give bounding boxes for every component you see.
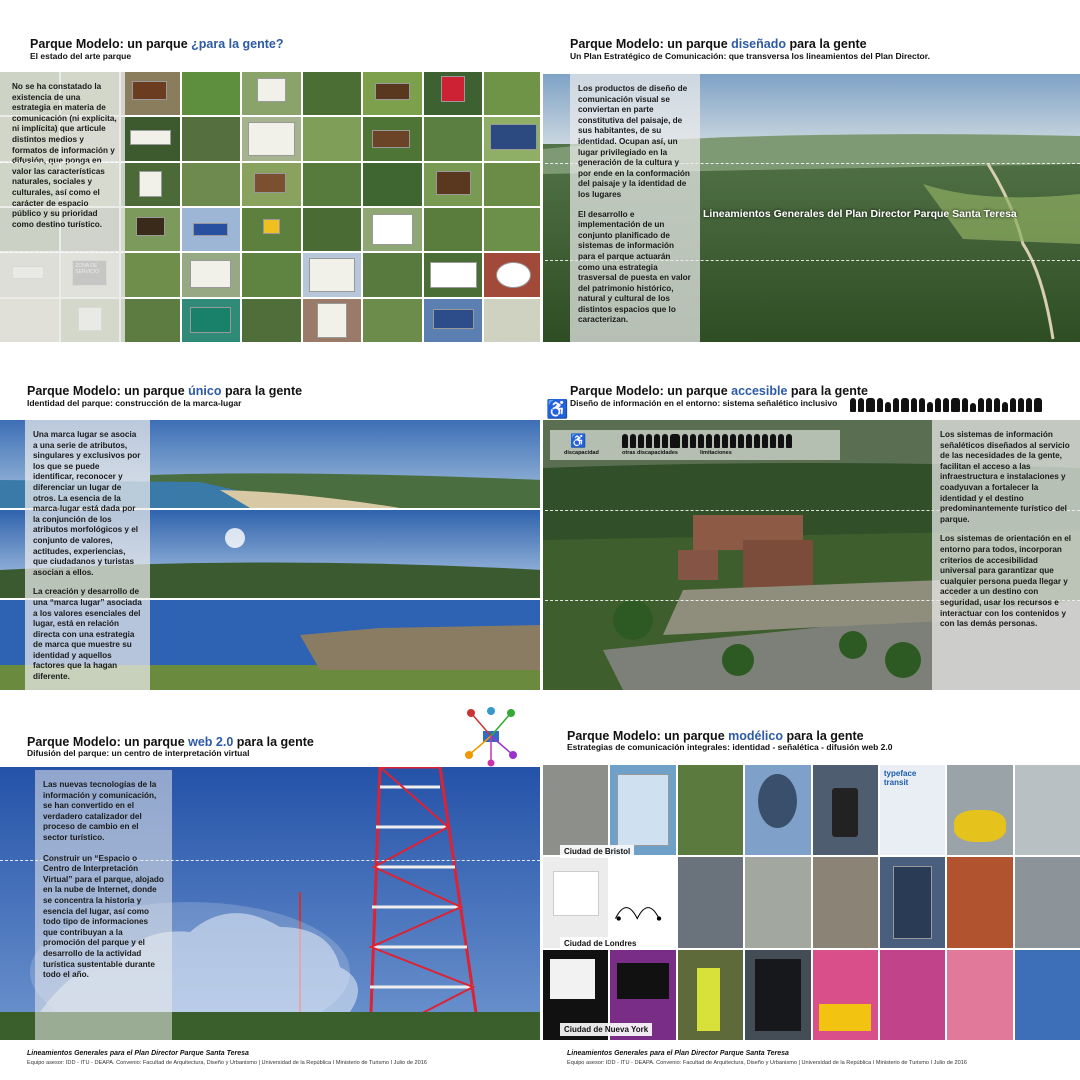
- photo-tile: [242, 163, 301, 206]
- photo-tile: [678, 765, 743, 855]
- photo-tile: [303, 163, 362, 206]
- panel-subtitle: Difusión del parque: un centro de interpretación virtual: [27, 748, 250, 758]
- photo-tile: [303, 253, 362, 296]
- legend-label: discapacidad: [564, 450, 599, 456]
- photo-tile: [484, 117, 540, 160]
- body-text: Los sistemas de orientación en el entorno para todos, incorporan criterios de accesibilidad universal para garantizar que cualquier persona pueda llegar y acceder a un destino con seguridad, usar los recursos e interactuar con los contenidos y con las demás personas.: [940, 534, 1072, 629]
- typeface-sample: typeface transit: [883, 769, 917, 787]
- photo-tile: [303, 208, 362, 251]
- photo-tile: [242, 117, 301, 160]
- photo-tile: [610, 857, 675, 947]
- panel-title: Parque Modelo: un parque ¿para la gente?: [30, 37, 284, 51]
- photo-tile: [947, 950, 1012, 1040]
- body-text: Una marca lugar se asocia a una serie de atributos, singulares y exclusivos por los que se puede identificar, reconocer y diferenciar un lugar de otros. La esencia de la marca-lugar está dada por la conjunción de los atributos morfológicos y el conjunto de valores, actitudes, experiencias, que ciudadanos y turistas asocian a ellos.: [33, 430, 141, 577]
- photo-tile: [880, 857, 945, 947]
- photo-tile: [484, 163, 540, 206]
- panel-subtitle: Estrategias de comunicación integrales: identidad - señalética - difusión web 2.0: [567, 742, 893, 752]
- wheelchair-icon: ♿: [546, 399, 569, 419]
- photo-tile: [121, 208, 180, 251]
- panel-para-la-gente: [0, 0, 540, 360]
- photo-tile: [424, 299, 483, 342]
- text-overlay: [570, 74, 700, 342]
- photo-tile: [424, 253, 483, 296]
- text-overlay: [932, 420, 1080, 690]
- footer-credits: Equipo asesor: IDD - ITU - DEAPA. Convenio: Facultad de Arquitectura, Diseño y Urbanismo | Universidad de la República I Ministerio de Turismo I Julio de 2016: [567, 1060, 967, 1066]
- photo-tile: [543, 857, 608, 947]
- dashed-divider: [0, 162, 540, 163]
- photo-tile: [121, 117, 180, 160]
- photo-tile: [424, 163, 483, 206]
- footer-title: Lineamientos Generales para el Plan Director Parque Santa Teresa: [567, 1050, 789, 1057]
- panel-subtitle: Identidad del parque: construcción de la marca-lugar: [27, 398, 242, 408]
- photo-tile: [363, 253, 422, 296]
- footer-title: Lineamientos Generales para el Plan Director Parque Santa Teresa: [27, 1050, 249, 1057]
- photo-tile: [745, 765, 810, 855]
- panel-web20: [0, 705, 540, 1080]
- photo-tile: [947, 765, 1012, 855]
- photo-tile: [121, 253, 180, 296]
- city-label-bristol: Ciudad de Bristol: [560, 845, 634, 858]
- photo-tile: [363, 299, 422, 342]
- photo-tile: [303, 117, 362, 160]
- body-text: Los sistemas de información señaléticos diseñados al servicio de las necesidades de la gente, facilitan el acceso a las infraestructura e instalaciones y coadyuvan a fortalecer la identidad y el destino predominantemente turístico del parque.: [940, 430, 1070, 524]
- text-overlay: [25, 420, 150, 690]
- photo-tile: [242, 72, 301, 115]
- panel-subtitle: El estado del arte parque: [30, 51, 132, 61]
- photo-tile: [813, 950, 878, 1040]
- panel-title: Parque Modelo: un parque diseñado para la gente: [570, 37, 867, 51]
- photo-tile: [484, 299, 540, 342]
- photo-tile: [813, 765, 878, 855]
- legend-label: otras discapacidades: [622, 450, 678, 456]
- photo-tile: [121, 72, 180, 115]
- body-text: El desarrollo e implementación de un conjunto planificado de sistemas de información para el parque actuarán como una estrategia trasversal de puesta en valor del patrimonio histórico, natural y cultural de los distintos espacios que lo caracterizan.: [578, 209, 691, 325]
- accessibility-legend: [550, 430, 840, 460]
- body-text: La creación y desarrollo de una “marca lugar” asociada a los valores esenciales del lugar, está en relación directa con una estrategia de marca que muestre su identidad y aquellos factores que la hagan diferente.: [33, 587, 142, 682]
- panel-subtitle: Diseño de información en el entorno: sistema señalético inclusivo: [570, 398, 838, 408]
- photo-tile: [242, 208, 301, 251]
- photo-tile: [1015, 765, 1080, 855]
- photo-tile: [121, 163, 180, 206]
- photo-tile: [303, 299, 362, 342]
- photo-tile: [182, 163, 241, 206]
- photo-tile: [543, 765, 608, 855]
- panel-accesible: [540, 360, 1080, 705]
- photo-tile: [242, 299, 301, 342]
- panel-subtitle: Un Plan Estratégico de Comunicación: que transversa los lineamientos del Plan Director.: [570, 51, 930, 61]
- photo-tile: [1015, 950, 1080, 1040]
- photo-tile: [242, 253, 301, 296]
- photo-tile: [182, 117, 241, 160]
- typeface-tile: [880, 765, 945, 855]
- photo-tile: [363, 208, 422, 251]
- city-photo-mosaic: [543, 765, 1080, 1040]
- city-label-new-york: Ciudad de Nueva York: [560, 1023, 652, 1036]
- photo-tile: [484, 72, 540, 115]
- photo-tile: [1015, 857, 1080, 947]
- photo-tile: [880, 950, 945, 1040]
- photo-tile: [484, 253, 540, 296]
- photo-tile: [745, 857, 810, 947]
- photo-tile: [182, 208, 241, 251]
- photo-tile: [303, 72, 362, 115]
- body-text: No se ha constatado la existencia de una estrategia en materia de comunicación (ni explícita, ni implícita) que articule distintos medios y formatos de información y difusión, que ponga en valor las características naturales, sociales y culturales, así como el carácter de espacio público y su prioridad como destino turístico.: [12, 82, 117, 229]
- photo-tile: [678, 950, 743, 1040]
- text-overlay: [35, 770, 172, 1040]
- panel-title: Parque Modelo: un parque web 2.0 para la gente: [27, 735, 314, 749]
- panel-title: Parque Modelo: un parque accesible para la gente: [570, 384, 869, 398]
- photo-tile: [484, 208, 540, 251]
- photo-tile: [182, 299, 241, 342]
- network-icon: [465, 705, 517, 767]
- photo-tile: [745, 950, 810, 1040]
- photo-tile: [182, 72, 241, 115]
- city-label-london: Ciudad de Londres: [560, 937, 640, 950]
- body-text: Construir un “Espacio o Centro de Interpretación Virtual” para el parque, alojado en la nube de Internet, donde se concentra la historia y esencia del lugar, así como todo tipo de informaciones que contribuyan a la promoción del parque y el desarrollo de la actividad turística sustentable durante todo el año.: [43, 853, 164, 980]
- body-text: Los productos de diseño de comunicación visual se conviertan en parte constitutiva del paisaje, de sus habitantes, de su identidad. Ocupan así, un lugar privilegiado en la generación de la cultura y por ende en la conformación del paisaje y la identidad de los lugares: [578, 84, 690, 199]
- photo-tile: [813, 857, 878, 947]
- dashed-divider: [0, 252, 540, 253]
- panel-disenado: [540, 0, 1080, 360]
- panel-title: Parque Modelo: un parque único para la gente: [27, 384, 303, 398]
- photo-tile: [424, 208, 483, 251]
- photo-tile: [121, 299, 180, 342]
- legend-label: limitaciones: [700, 450, 732, 456]
- text-overlay: [0, 72, 125, 342]
- people-pictograms-icon: [850, 398, 1044, 417]
- photo-tile: [424, 117, 483, 160]
- photo-tile: [363, 72, 422, 115]
- panel-title: Parque Modelo: un parque modélico para la gente: [567, 729, 864, 743]
- photo-tile: [182, 253, 241, 296]
- photo-tile: [678, 857, 743, 947]
- panel-unico: [0, 360, 540, 705]
- photo-tile: [363, 163, 422, 206]
- photo-tile: [363, 117, 422, 160]
- photo-tile: [424, 72, 483, 115]
- body-text: Las nuevas tecnologías de la información y comunicación, se han convertido en el verdadero catalizador del proceso de cambio en el sector turístico.: [43, 780, 157, 842]
- image-caption: Lineamientos Generales del Plan Director Parque Santa Teresa: [703, 208, 1017, 220]
- panel-modelico: [540, 705, 1080, 1080]
- photo-tile: [610, 765, 675, 855]
- wheelchair-icon: ♿: [570, 433, 587, 448]
- photo-tile: [947, 857, 1012, 947]
- footer-credits: Equipo asesor: IDD - ITU - DEAPA. Convenio: Facultad de Arquitectura, Diseño y Urbanismo | Universidad de la República I Ministerio de Turismo I Julio de 2016: [27, 1060, 427, 1066]
